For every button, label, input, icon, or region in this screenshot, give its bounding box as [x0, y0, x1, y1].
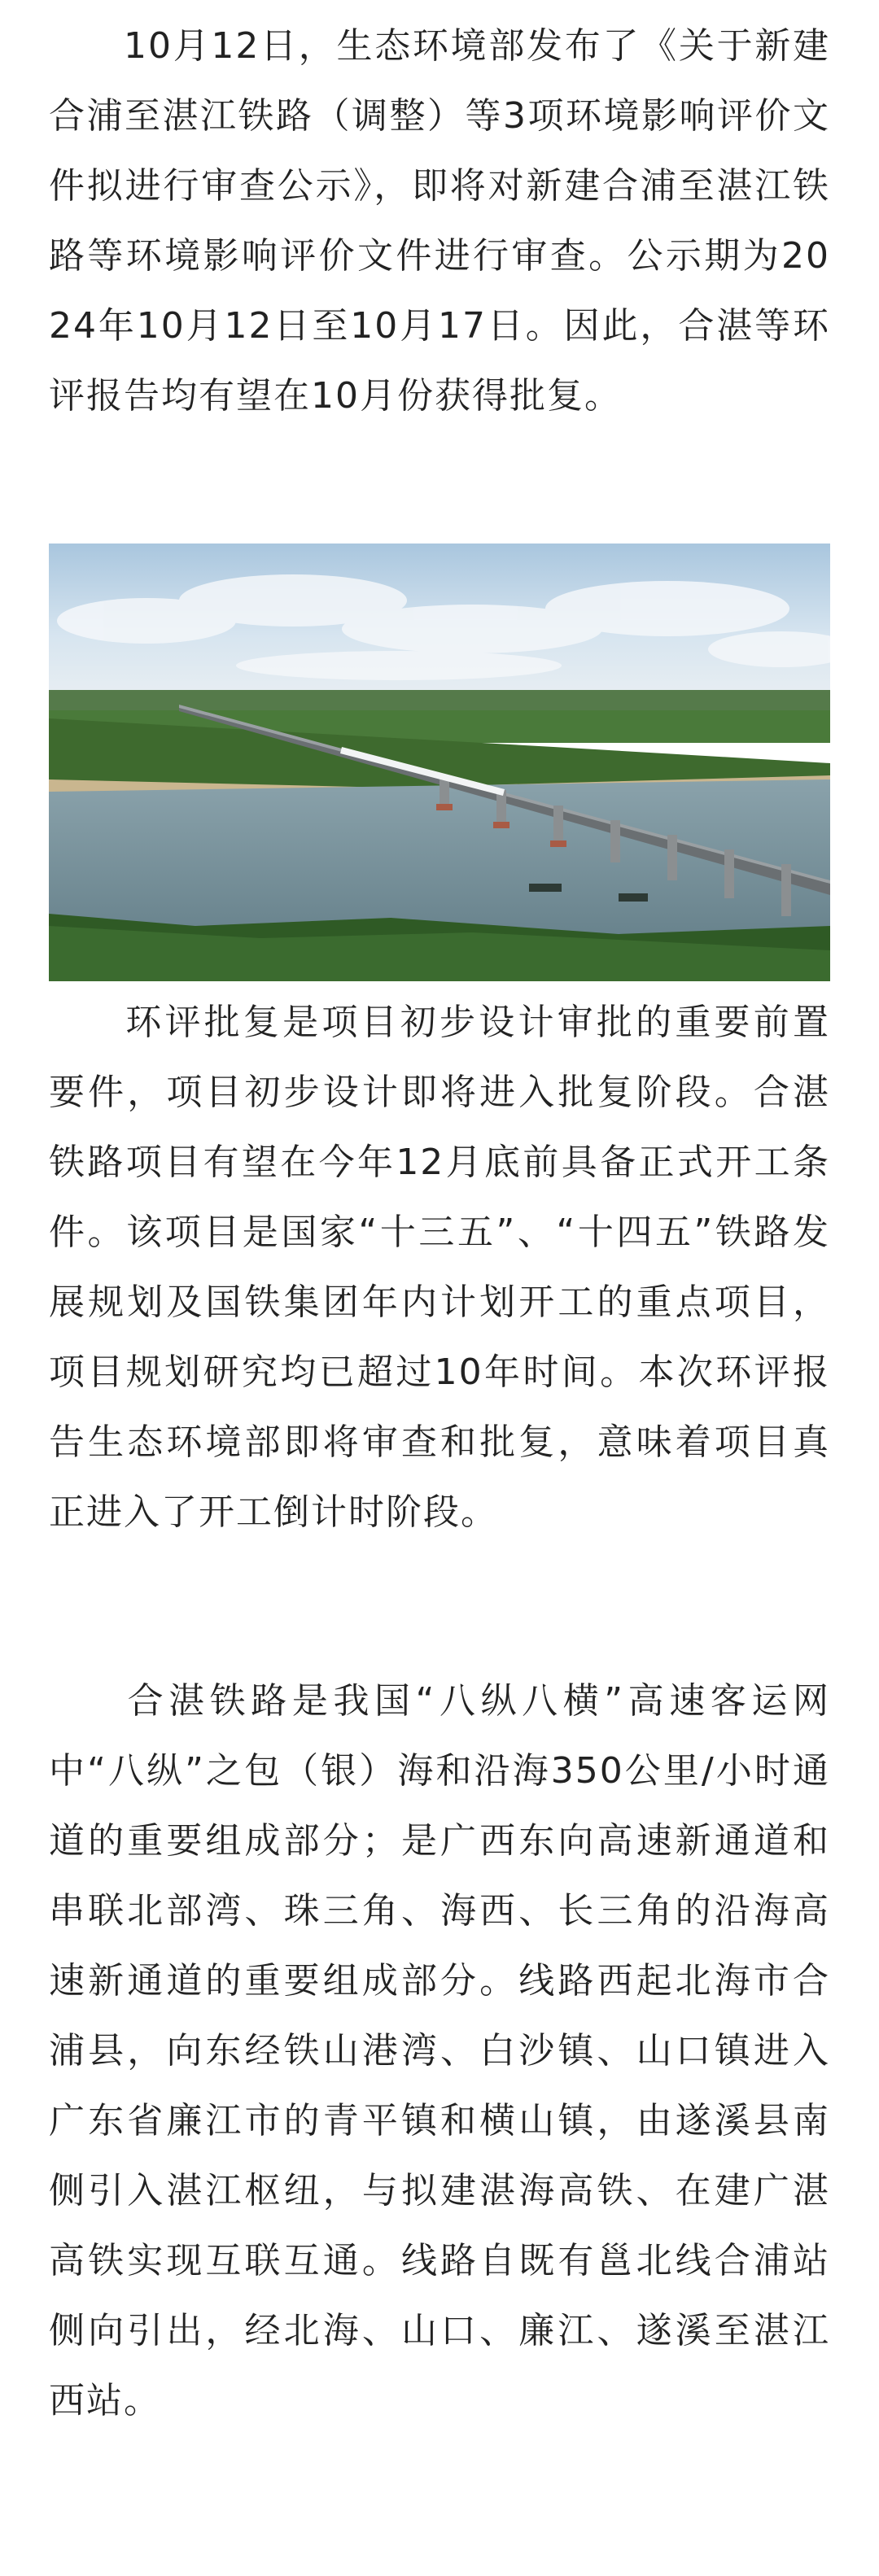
- paragraph-1: [49, 11, 830, 431]
- paragraph-3-text: 合湛铁路是我国“八纵八横”高速客运网中“八纵”之包（银）海和沿海350公里/小时通道的重要组成部分；是广西东向高速新通道和串联北部湾、珠三角、海西、长三角的沿海高速新通道的重要组成部分。线路西起北海市合浦县，向东经铁山港湾、白沙镇、山口镇进入广东省廉江市的青平镇和横山镇，由遂溪县南侧引入湛江枢纽，与拟建湛海高铁、在建广湛高铁实现互联互通。线路自既有邕北线合浦站侧向引出，经北海、山口、廉江、遂溪至湛江西站。: [49, 1680, 830, 2421]
- bridge-photo-illustration: [49, 544, 830, 981]
- paragraph-1-text: 10月12日，生态环境部发布了《关于新建合浦至湛江铁路（调整）等3项环境影响评价文件拟进行审查公示》，即将对新建合浦至湛江铁路等环境影响评价文件进行审查。公示期为2024年10月12日至10月17日。因此，合湛等环评报告均有望在10月份获得批复。: [49, 25, 830, 417]
- paragraph-3: [49, 1666, 830, 2436]
- paragraph-2: [49, 988, 830, 1548]
- boat: [529, 884, 562, 892]
- paragraph-2-text: 环评批复是项目初步设计审批的重要前置要件，项目初步设计即将进入批复阶段。合湛铁路项目有望在今年12月底前具备正式开工条件。该项目是国家“十三五”、“十四五”铁路发展规划及国铁集团年内计划开工的重点项目，项目规划研究均已超过10年时间。本次环评报告生态环境部即将审查和批复，意味着项目真正进入了开工倒计时阶段。: [49, 1002, 830, 1533]
- bridge-photo: [49, 544, 830, 981]
